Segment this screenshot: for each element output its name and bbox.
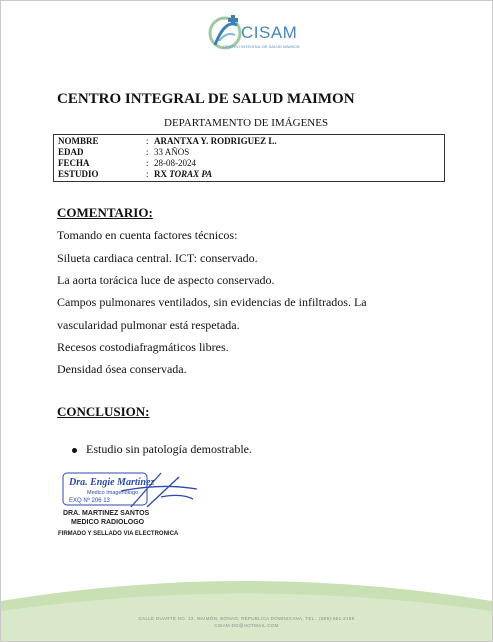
field-separator: :	[146, 169, 149, 179]
patient-info-box	[53, 134, 445, 182]
field-separator: :	[146, 147, 149, 157]
study-prefix: RX	[154, 169, 170, 179]
footer-address: CALLE DUARTE NO. 13, MAIMÓN, BONAO, REPUBLICA DOMINICANA, TEL.: (809)-551-2198	[138, 616, 355, 621]
footer-email[interactable]: CISAM.DO@HOTMAIL.COM	[214, 623, 279, 628]
comment-line: Campos pulmonares ventilados, sin evidencias de infiltrados. La	[57, 295, 367, 309]
stamp-specialty: Medico Imagenólogo	[87, 490, 139, 496]
field-label: FECHA	[58, 158, 90, 168]
field-label: NOMBRE	[58, 136, 99, 146]
footer-wave	[1, 571, 492, 642]
field-value: 28-08-2024	[154, 158, 196, 168]
comment-line: Silueta cardiaca central. ICT: conservado.	[57, 251, 258, 265]
comment-line: La aorta torácica luce de aspecto conservado.	[57, 273, 275, 287]
bullet-icon	[72, 448, 77, 453]
comment-line: Recesos costodiafragmáticos libres.	[57, 340, 229, 354]
department-label: DEPARTAMENTO DE IMÁGENES	[164, 117, 329, 129]
doctor-title: MEDICO RADIOLOGO	[71, 519, 145, 526]
signature-stamp-icon	[61, 467, 201, 511]
study-suffix: TORAX PA	[169, 169, 213, 179]
field-separator: :	[146, 158, 149, 168]
page-title: CENTRO INTEGRAL DE SALUD MAIMON	[57, 91, 355, 107]
logo-subtitle: CENTRO INTEGRAL DE SALUD MAIMON	[223, 44, 300, 49]
field-value: ARANTXA Y. RODRIGUEZ L.	[154, 136, 277, 146]
conclusion-item: Estudio sin patología demostrable.	[86, 442, 252, 456]
logo-name: CISAM	[241, 23, 298, 42]
conclusion-heading: CONCLUSION:	[57, 404, 150, 419]
field-separator: :	[146, 136, 149, 146]
field-value	[154, 169, 212, 179]
field-value: 33 AÑOS	[154, 147, 190, 157]
comment-line: Tomando en cuenta factores técnicos:	[57, 228, 238, 242]
stamp-exequatur: EXQ Nº 206 13	[69, 498, 110, 504]
comment-line: Densidad ósea conservada.	[57, 362, 187, 376]
signature-note: FIRMADO Y SELLADO VIA ELECTRONICA	[58, 531, 179, 537]
field-label: EDAD	[58, 147, 84, 157]
doctor-name: DRA. MARTINEZ SANTOS	[63, 510, 150, 517]
field-label: ESTUDIO	[58, 169, 99, 179]
comment-heading: COMENTARIO:	[57, 205, 153, 220]
comment-line: vascularidad pulmonar está respetada.	[57, 318, 240, 332]
stamp-name: Dra. Engie Martínez	[69, 477, 155, 488]
